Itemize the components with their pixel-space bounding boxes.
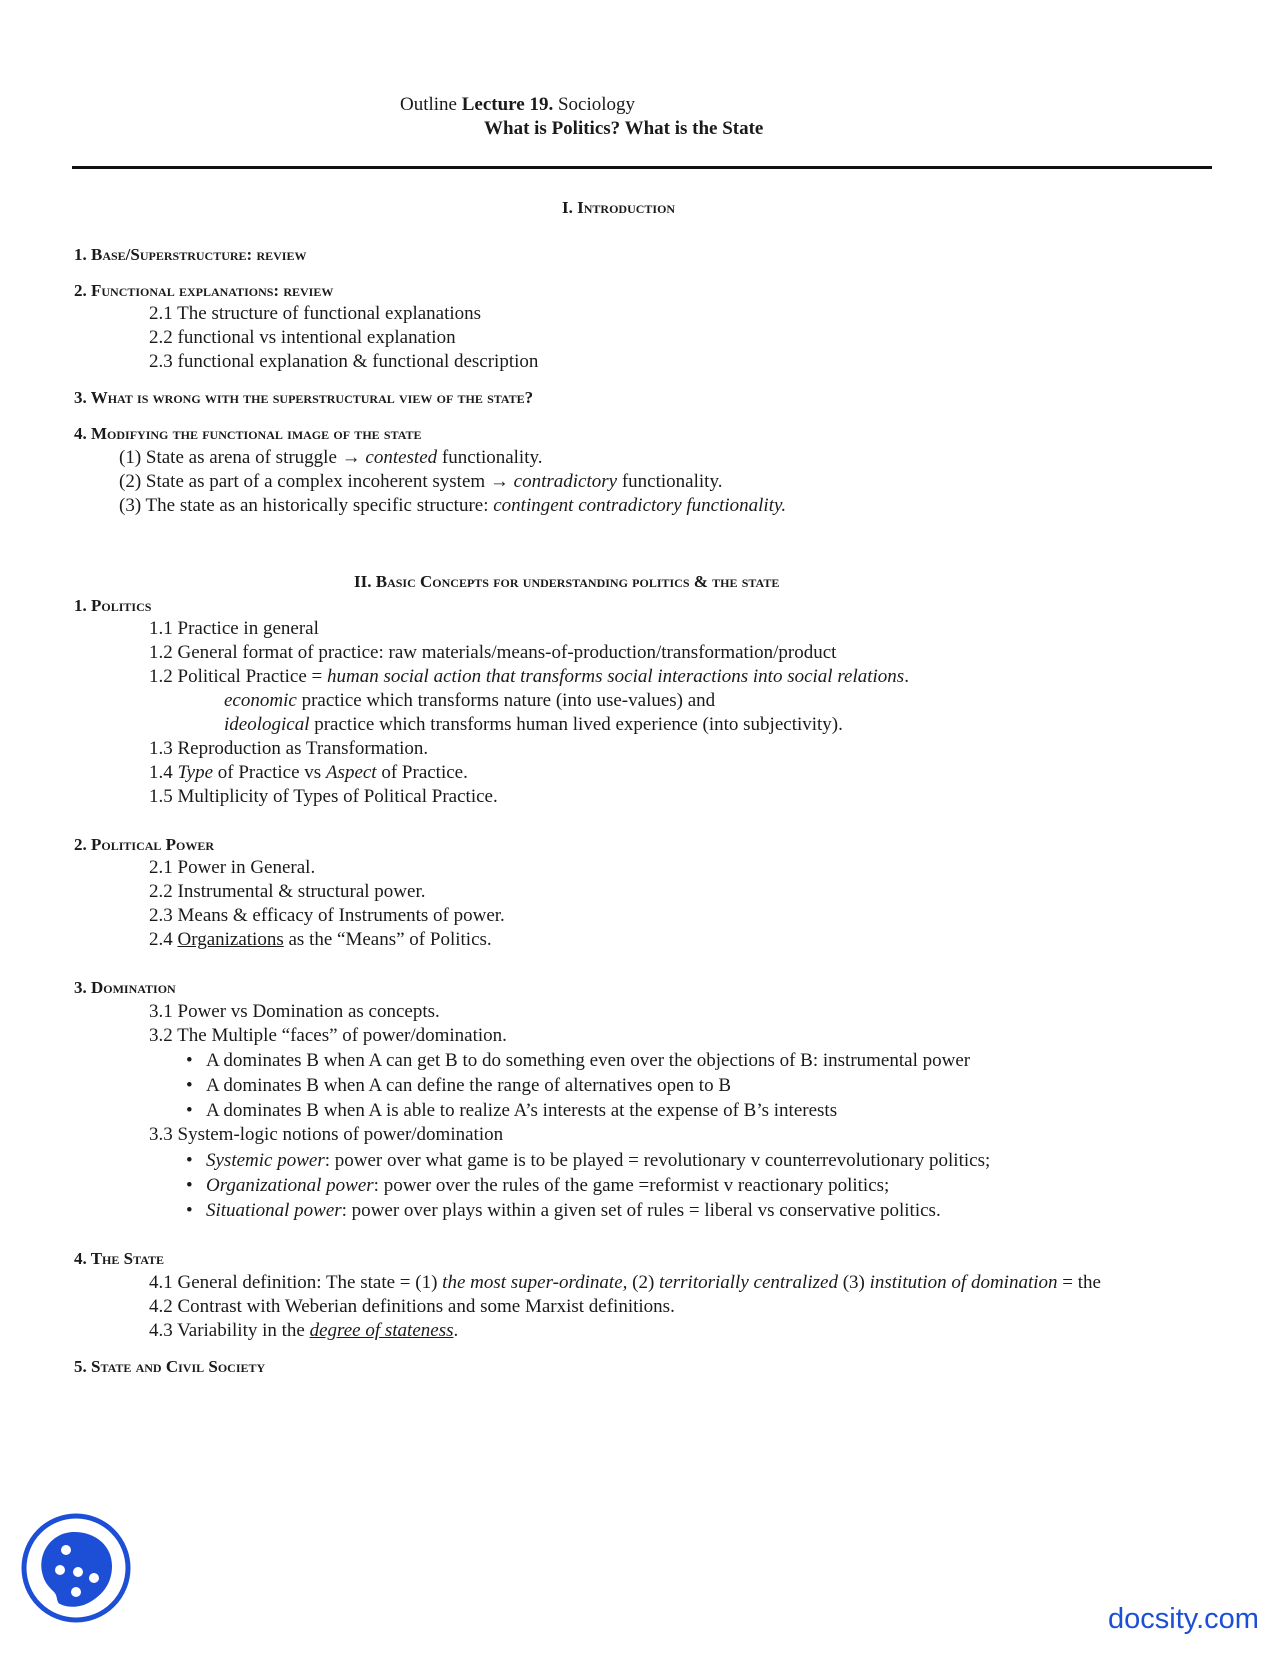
page-subtitle: What is Politics? What is the State [484, 118, 764, 139]
heading-domination: 3. Domination [74, 978, 176, 997]
list-item: (1) State as arena of struggle → contested functionality. [119, 447, 543, 468]
docsity-brand-link[interactable]: docsity.com [1108, 1603, 1259, 1635]
heading-modifying-functional: 4. Modifying the functional image of the state [74, 424, 422, 443]
bullet-item: • Systemic power: power over what game is to be played = revolutionary v counterrevolutionary politics; [206, 1149, 990, 1172]
list-item: 3.1 Power vs Domination as concepts. [149, 1001, 440, 1022]
heading-functional-explanations: 2. Functional explanations: review [74, 281, 334, 300]
list-item: economic practice which transforms nature (into use-values) and [224, 690, 716, 711]
list-item: 1.2 Political Practice = human social action that transforms social interactions into social relations. [149, 666, 909, 687]
heading-wrong-superstructural: 3. What is wrong with the superstructural view of the state? [74, 388, 534, 407]
docsity-logo-icon[interactable] [20, 1512, 132, 1624]
list-item: 2.3 functional explanation & functional description [149, 351, 539, 372]
list-item: 1.2 General format of practice: raw materials/means-of-production/transformation/product [149, 642, 837, 663]
list-item: 3.3 System-logic notions of power/domination [149, 1124, 504, 1145]
bullet-item: • Organizational power: power over the rules of the game =reformist v reactionary politics; [206, 1174, 889, 1197]
bullet-item: • Situational power: power over plays within a given set of rules = liberal vs conservative politics. [206, 1199, 941, 1222]
list-item: 2.1 The structure of functional explanations [149, 303, 482, 324]
header-divider [72, 166, 1212, 169]
heading-state-civil-society: 5. State and Civil Society [74, 1357, 266, 1376]
list-item: 2.2 Instrumental & structural power. [149, 881, 426, 902]
bullet-item: • A dominates B when A is able to realize A’s interests at the expense of B’s interests [206, 1099, 837, 1122]
list-item: 4.1 General definition: The state = (1) the most super-ordinate, (2) territorially centralized (3) institution of domination = the [149, 1272, 1101, 1293]
bullet-item: • A dominates B when A can get B to do something even over the objections of B: instrumental power [206, 1049, 970, 1072]
list-item: (2) State as part of a complex incoherent system → contradictory functionality. [119, 471, 723, 492]
heading-political-power: 2. Political Power [74, 835, 215, 854]
list-item: 1.1 Practice in general [149, 618, 319, 639]
list-item: ideological practice which transforms human lived experience (into subjectivity). [224, 714, 843, 735]
section-heading-basic-concepts: II. Basic Concepts for understanding politics & the state [354, 572, 780, 591]
list-item: 1.4 Type of Practice vs Aspect of Practice. [149, 762, 468, 783]
heading-politics: 1. Politics [74, 596, 152, 615]
bullet-item: • A dominates B when A can define the range of alternatives open to B [206, 1074, 731, 1097]
heading-the-state: 4. The State [74, 1249, 164, 1268]
header-line1: Outline Lecture 19. Sociology [400, 94, 636, 115]
heading-base-superstructure: 1. Base/Superstructure: review [74, 245, 307, 264]
list-item: 2.2 functional vs intentional explanation [149, 327, 456, 348]
arrow-icon: → [341, 447, 361, 468]
list-item: 4.2 Contrast with Weberian definitions and some Marxist definitions. [149, 1296, 675, 1317]
list-item: 1.5 Multiplicity of Types of Political Practice. [149, 786, 498, 807]
list-item: 2.4 Organizations as the “Means” of Politics. [149, 929, 492, 950]
section-heading-introduction: I. Introduction [562, 198, 676, 217]
list-item: 4.3 Variability in the degree of stateness. [149, 1320, 459, 1341]
arrow-icon: → [489, 471, 509, 492]
list-item: 2.1 Power in General. [149, 857, 316, 878]
list-item: 1.3 Reproduction as Transformation. [149, 738, 429, 759]
list-item: 2.3 Means & efficacy of Instruments of power. [149, 905, 505, 926]
list-item: (3) The state as an historically specific structure: contingent contradictory functionality. [119, 495, 787, 516]
list-item: 3.2 The Multiple “faces” of power/domination. [149, 1025, 507, 1046]
